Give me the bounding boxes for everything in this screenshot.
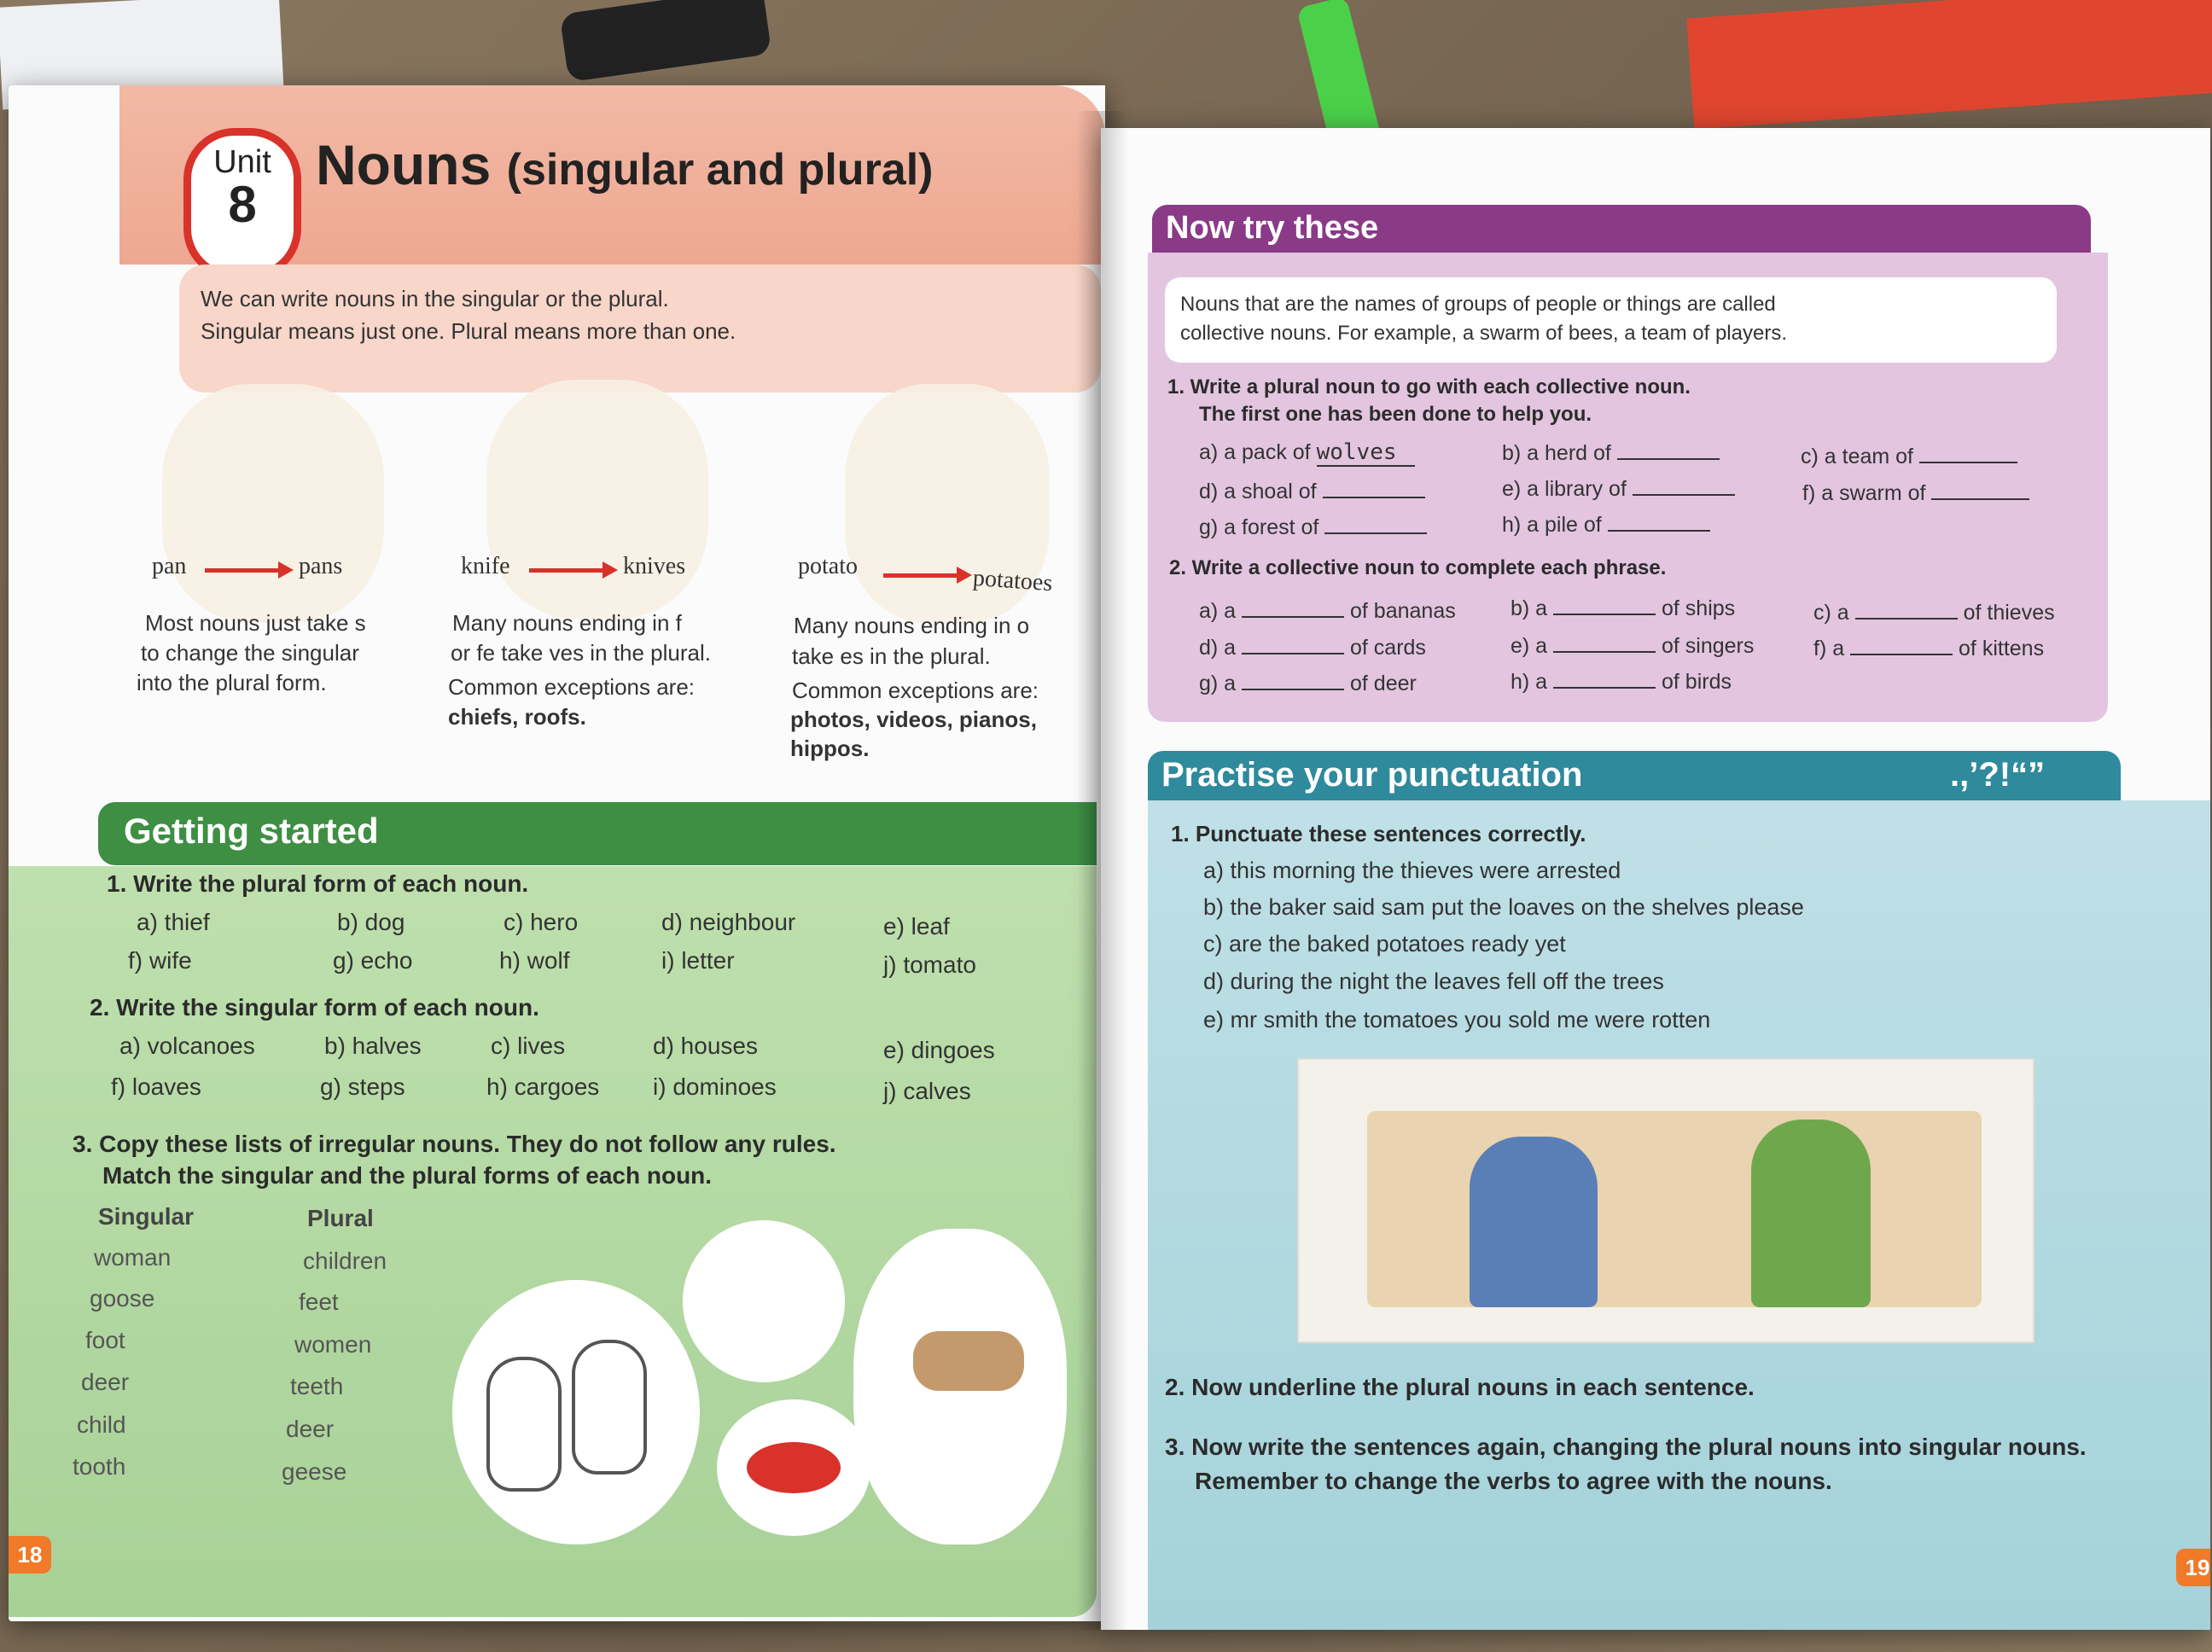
rule-1-line-2: to change the singular	[141, 640, 359, 666]
note-line-1: Nouns that are the names of groups of people or things are called	[1180, 293, 1776, 316]
singular-word: child	[77, 1411, 126, 1438]
nt-q1-item: d) a shoal of	[1199, 476, 1425, 504]
answer-blank[interactable]	[1242, 632, 1344, 654]
unit-badge	[183, 128, 301, 280]
singular-column-header: Singular	[98, 1203, 195, 1230]
singular-word: deer	[81, 1369, 130, 1395]
plural-word: teeth	[290, 1373, 344, 1399]
getting-started-header	[98, 802, 1097, 865]
plural-word: deer	[286, 1416, 335, 1442]
gs-q1-item: f) wife	[128, 947, 192, 974]
rule-3-line-4: photos, videos, pianos,	[790, 707, 1037, 732]
nt-q2-item: f) a of kittens	[1813, 633, 2044, 661]
rule-3-line-1: Many nouns ending in o	[794, 613, 1030, 638]
pp-question-3-line-2: Remember to change the verbs to agree with the nouns.	[1195, 1468, 1832, 1494]
deer-illustration	[853, 1229, 1067, 1544]
foot-illustration	[683, 1220, 845, 1382]
gs-question-3-line-2: Match the singular and the plural forms of each noun.	[102, 1162, 713, 1189]
rule-3-line-3: Common exceptions are:	[792, 678, 1039, 703]
unit-label: Unit	[213, 144, 271, 180]
example-plural-potatoes: potatoes	[972, 564, 1054, 597]
gs-q1-item: i) letter	[661, 947, 735, 974]
pp-question-1: 1. Punctuate these sentences correctly.	[1171, 821, 1586, 846]
rule-2-line-2: or fe take ves in the plural.	[451, 640, 711, 666]
nt-question-1-line-2: The first one has been done to help you.	[1199, 403, 1592, 426]
plural-word: children	[303, 1248, 387, 1274]
geese-illustration	[452, 1280, 700, 1544]
punctuation-heading: Practise your punctuation	[1161, 756, 1583, 794]
gs-q1-item: b) dog	[337, 909, 405, 935]
nt-q1-item: c) a team of	[1801, 441, 2017, 469]
gs-q2-item: c) lives	[491, 1032, 566, 1059]
nt-q1-item: g) a forest of	[1199, 512, 1427, 540]
nt-question-2: 2. Write a collective noun to complete each phrase.	[1169, 556, 1667, 579]
singular-word: woman	[94, 1244, 172, 1271]
nt-q2-item: g) a of deer	[1199, 668, 1417, 696]
example-plural-knives: knives	[623, 553, 686, 579]
answer-blank[interactable]	[1931, 478, 2029, 500]
gs-q2-item: j) calves	[883, 1078, 971, 1104]
collective-noun-note	[1165, 277, 2057, 363]
nt-q2-item: h) a of birds	[1511, 666, 1732, 695]
gs-q2-item: a) volcanoes	[119, 1032, 255, 1059]
answer-blank[interactable]	[1242, 668, 1344, 690]
plural-word: geese	[282, 1458, 347, 1485]
pp-sentence: a) this morning the thieves were arrested	[1203, 858, 1621, 883]
answer-blank[interactable]	[1633, 474, 1735, 496]
gs-q2-item: g) steps	[320, 1073, 405, 1100]
answer-blank[interactable]	[1919, 441, 2017, 463]
answer-blank[interactable]	[1553, 631, 1656, 653]
gs-question-3-line-1: 3. Copy these lists of irregular nouns. They do not follow any rules.	[73, 1131, 836, 1157]
intro-line-1: We can write nouns in the singular or the plural.	[201, 286, 669, 311]
singular-word: goose	[90, 1285, 155, 1312]
plural-word: feet	[299, 1288, 339, 1315]
unit-number: 8	[228, 176, 257, 233]
rule-2-line-3: Common exceptions are:	[448, 674, 696, 700]
nt-q1-item: h) a pile of	[1502, 509, 1710, 538]
answer-blank[interactable]	[1553, 593, 1656, 615]
pp-sentence: e) mr smith the tomatoes you sold me were rotten	[1203, 1007, 1711, 1032]
gs-question-2: 2. Write the singular form of each noun.	[90, 994, 539, 1021]
intro-box	[179, 265, 1101, 393]
rule-3-line-2: take es in the plural.	[792, 643, 991, 669]
page-title	[316, 132, 934, 197]
answer-blank[interactable]	[1855, 597, 1958, 620]
punctuation-header	[1148, 751, 2121, 800]
pp-sentence: d) during the night the leaves fell off the trees	[1203, 969, 1664, 994]
chef-pans-illustration	[162, 384, 384, 623]
pp-sentence: c) are the baked potatoes ready yet	[1203, 931, 1566, 957]
gs-q1-item: c) hero	[504, 909, 579, 935]
nt-q1-item: e) a library of	[1502, 474, 1735, 502]
answer-blank[interactable]	[1850, 633, 1953, 655]
answer-wolves[interactable]: wolves	[1317, 439, 1415, 467]
answer-blank[interactable]	[1553, 666, 1656, 689]
gs-q2-item: h) cargoes	[486, 1073, 600, 1100]
book-gutter	[1077, 111, 1128, 1630]
singular-word: tooth	[73, 1453, 126, 1480]
now-try-heading: Now try these	[1166, 210, 1379, 246]
nt-q1-item: f) a swarm of	[1802, 478, 2029, 506]
page-number-left: 18	[9, 1536, 51, 1573]
gs-q1-item: j) tomato	[883, 951, 976, 978]
rule-1-line-1: Most nouns just take s	[145, 610, 366, 636]
teeth-illustration	[717, 1399, 870, 1536]
left-page	[9, 85, 1105, 1621]
title-main: Nouns	[316, 133, 492, 196]
gs-q1-item: h) wolf	[499, 947, 570, 974]
example-plural-pans: pans	[299, 553, 343, 579]
pp-sentence: b) the baker said sam put the loaves on the shelves please	[1203, 894, 1804, 920]
gs-question-1: 1. Write the plural form of each noun.	[107, 870, 529, 897]
note-line-2: collective nouns. For example, a swarm of bees, a team of players.	[1180, 322, 1787, 345]
gs-q2-item: f) loaves	[111, 1073, 201, 1100]
example-singular-pan: pan	[152, 553, 187, 579]
rule-3-line-5: hippos.	[790, 736, 870, 761]
plural-column-header: Plural	[307, 1205, 374, 1231]
page-number-right: 19	[2176, 1549, 2210, 1586]
market-stall-illustration	[1297, 1058, 2034, 1343]
nt-question-1-line-1: 1. Write a plural noun to go with each collective noun.	[1167, 375, 1691, 398]
answer-blank[interactable]	[1617, 438, 1720, 460]
title-sub: (singular and plural)	[506, 145, 934, 195]
singular-word: foot	[85, 1327, 125, 1353]
rule-2-line-1: Many nouns ending in f	[452, 610, 682, 636]
nt-q2-item: d) a of cards	[1199, 632, 1426, 660]
plural-word: women	[294, 1331, 372, 1358]
rule-1-line-3: into the plural form.	[137, 670, 327, 695]
example-singular-knife: knife	[461, 553, 510, 579]
answer-blank[interactable]	[1608, 509, 1710, 532]
intro-line-2: Singular means just one. Plural means more than one.	[201, 318, 736, 344]
now-try-header	[1152, 205, 2091, 253]
arrow-icon	[529, 568, 606, 573]
gs-q2-item: b) halves	[324, 1032, 422, 1059]
gs-q1-item: g) echo	[333, 947, 413, 974]
nt-q1-item: b) a herd of	[1502, 438, 1720, 466]
gs-q2-item: d) houses	[653, 1032, 758, 1059]
gs-q1-item: d) neighbour	[661, 909, 796, 935]
gs-q2-item: e) dingoes	[883, 1037, 995, 1063]
gs-q1-item: e) leaf	[883, 913, 950, 939]
answer-blank[interactable]	[1324, 512, 1427, 534]
gs-q2-item: i) dominoes	[653, 1073, 777, 1100]
gs-q1-item: a) thief	[137, 909, 210, 935]
answer-blank[interactable]	[1242, 596, 1344, 618]
nt-q2-item: c) a of thieves	[1813, 597, 2055, 625]
example-singular-potato: potato	[798, 553, 858, 579]
nt-q2-item: b) a of ships	[1511, 593, 1735, 621]
pp-question-3-line-1: 3. Now write the sentences again, changing the plural nouns into singular nouns.	[1165, 1434, 2087, 1460]
answer-blank[interactable]	[1323, 476, 1425, 498]
rule-2-line-4: chiefs, roofs.	[448, 704, 586, 730]
right-page	[1101, 128, 2210, 1630]
chef-knife-illustration	[486, 380, 708, 619]
nt-q2-item: e) a of singers	[1511, 631, 1754, 659]
arrow-icon	[205, 568, 282, 573]
pp-question-2: 2. Now underline the plural nouns in each sentence.	[1165, 1374, 1755, 1400]
arrow-icon	[883, 573, 960, 578]
nt-q1-item: a) a pack of wolves	[1199, 439, 1415, 467]
getting-started-heading: Getting started	[124, 811, 379, 851]
punctuation-marks-icon: .,’?!“”	[1950, 756, 2046, 794]
nt-q2-item: a) a of bananas	[1199, 596, 1456, 624]
